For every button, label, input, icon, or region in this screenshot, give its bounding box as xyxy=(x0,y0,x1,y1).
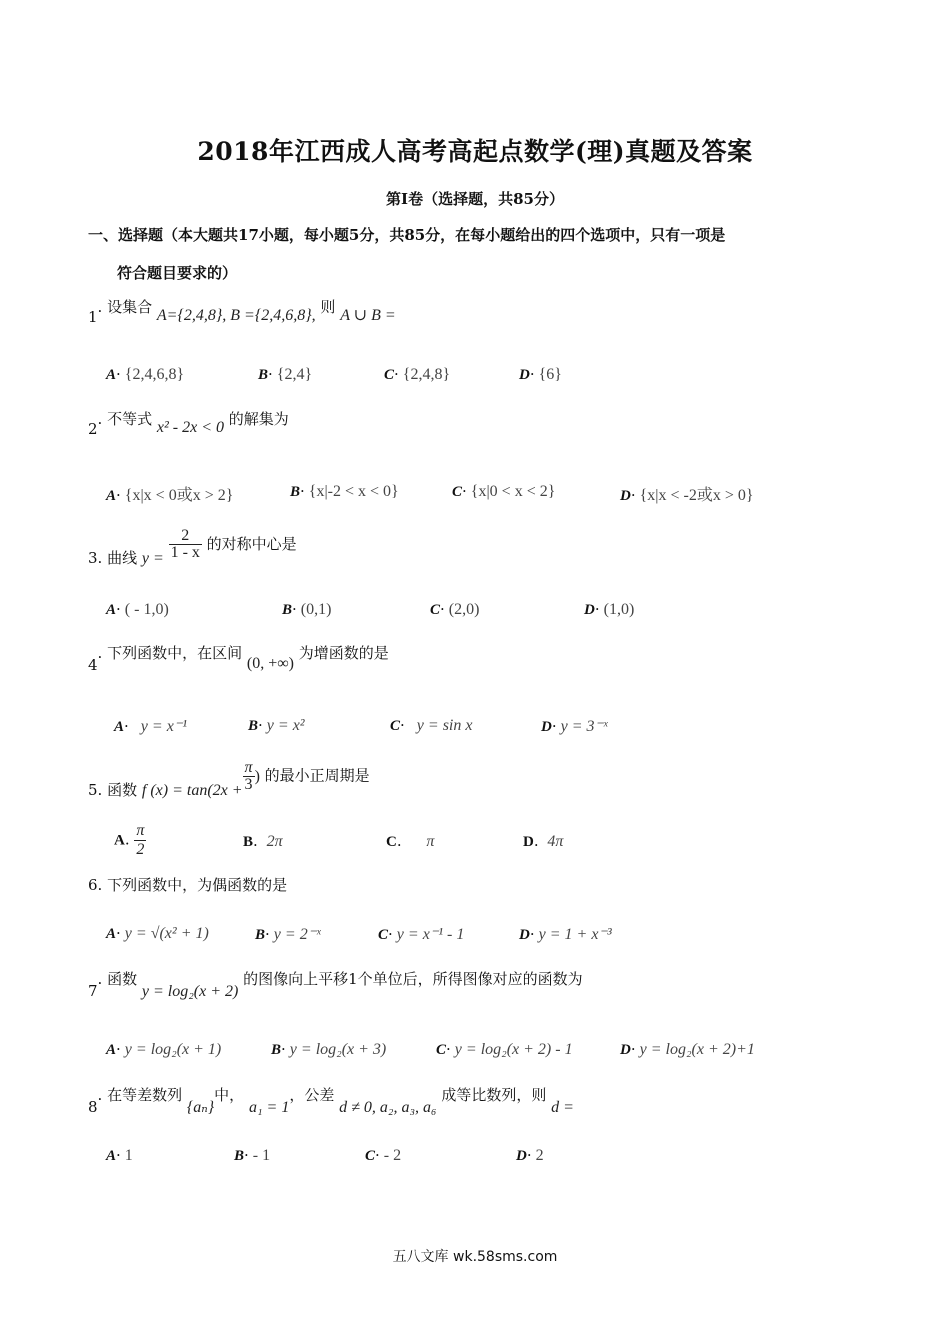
option: B· {2,4} xyxy=(258,365,313,383)
option: B· (0,1) xyxy=(282,600,332,618)
footer-watermark: 五八文库 wk.58sms.com xyxy=(392,1249,558,1265)
option: C· y = sin x xyxy=(390,716,473,734)
option: C· (2,0) xyxy=(430,600,480,618)
option: C. π xyxy=(386,832,435,850)
option: B. 2π xyxy=(243,832,283,850)
question-1: 1. 设集合 A={2,4,8}, B ={2,4,6,8}, 则 A ∪ B = xyxy=(88,298,396,326)
option: A· y = √(x² + 1) xyxy=(106,924,209,942)
option: B· y = 2⁻ˣ xyxy=(255,925,321,943)
question-number: 1 xyxy=(88,308,98,326)
option: C· {x|0 < x < 2} xyxy=(452,482,556,500)
option: D· (1,0) xyxy=(584,600,635,618)
option: C· y = log₂(x + 2) - 1 xyxy=(436,1040,573,1058)
option: A· 1 xyxy=(106,1146,133,1164)
option: D· {x|x < -2或x > 0} xyxy=(620,486,754,504)
option: D· y = 3⁻ˣ xyxy=(541,717,608,735)
option: D· y = 1 + x⁻³ xyxy=(519,925,612,943)
question-8: 8. 在等差数列 {aₙ}中， a₁ = 1，公差 d ≠ 0, a₂, a₃, a₆ 成等比数列，则 d = xyxy=(88,1086,574,1116)
question-5: 5. 函数 f (x) = tan(2x + $\frac{\pi}{3}$ ) 的最小正周期是 xyxy=(88,759,370,799)
option: A. $\frac{\pi}{2}$ xyxy=(114,822,145,858)
section-heading: 一、选择题（本大题共17小题，每小题5分，共85分，在每小题给出的四个选项中，只有一项是 xyxy=(88,226,726,244)
math-expression: A ∪ B = xyxy=(340,307,396,324)
question-2: 2. 不等式 x² - 2x < 0 的解集为 xyxy=(88,410,289,438)
option: A· {x|x < 0或x > 2} xyxy=(106,486,234,504)
fraction: $\frac{\pi}{3}$ xyxy=(244,759,253,793)
option: D· y = log₂(x + 2)+1 xyxy=(620,1040,755,1058)
question-4: 4. 下列函数中，在区间 (0, +∞) 为增函数的是 xyxy=(88,644,389,674)
option: A· y = x⁻¹ xyxy=(114,717,188,735)
option: D· 2 xyxy=(516,1146,544,1164)
option: C· - 2 xyxy=(365,1146,402,1164)
option: A· y = log₂(x + 1) xyxy=(106,1040,222,1058)
section-heading-cont: 符合题目要求的） xyxy=(117,264,238,282)
math-expression: A={2,4,8}, B ={2,4,6,8}, xyxy=(156,307,316,324)
option: B· - 1 xyxy=(234,1146,271,1164)
question-6: 6. 下列函数中，为偶函数的是 xyxy=(88,876,288,894)
option: B· y = x² xyxy=(248,716,305,734)
option: B· {x|-2 < x < 0} xyxy=(290,482,399,500)
option: A· {2,4,6,8} xyxy=(106,365,185,383)
option: A· ( - 1,0) xyxy=(106,600,169,618)
option: D· {6} xyxy=(519,365,562,383)
math-expression: x² - 2x < 0 xyxy=(156,419,224,436)
option: D. 4π xyxy=(523,832,564,850)
option: B· y = log₂(x + 3) xyxy=(271,1040,387,1058)
fraction: $\frac{2}{1 - x}$ xyxy=(170,527,200,561)
option: C· {2,4,8} xyxy=(384,365,451,383)
question-3: 3. 曲线 y = $\frac{2}{1 - x}$ 的对称中心是 xyxy=(88,527,297,567)
question-7: 7. 函数 y = log₂(x + 2) 的图像向上平移1个单位后，所得图像对应的函数为 xyxy=(88,970,583,1000)
part-subtitle: 第Ⅰ卷（选择题，共85分） xyxy=(386,190,564,208)
page-title: 2018年江西成人高考高起点数学(理)真题及答案 xyxy=(197,137,753,166)
option: C· y = x⁻¹ - 1 xyxy=(378,925,465,943)
